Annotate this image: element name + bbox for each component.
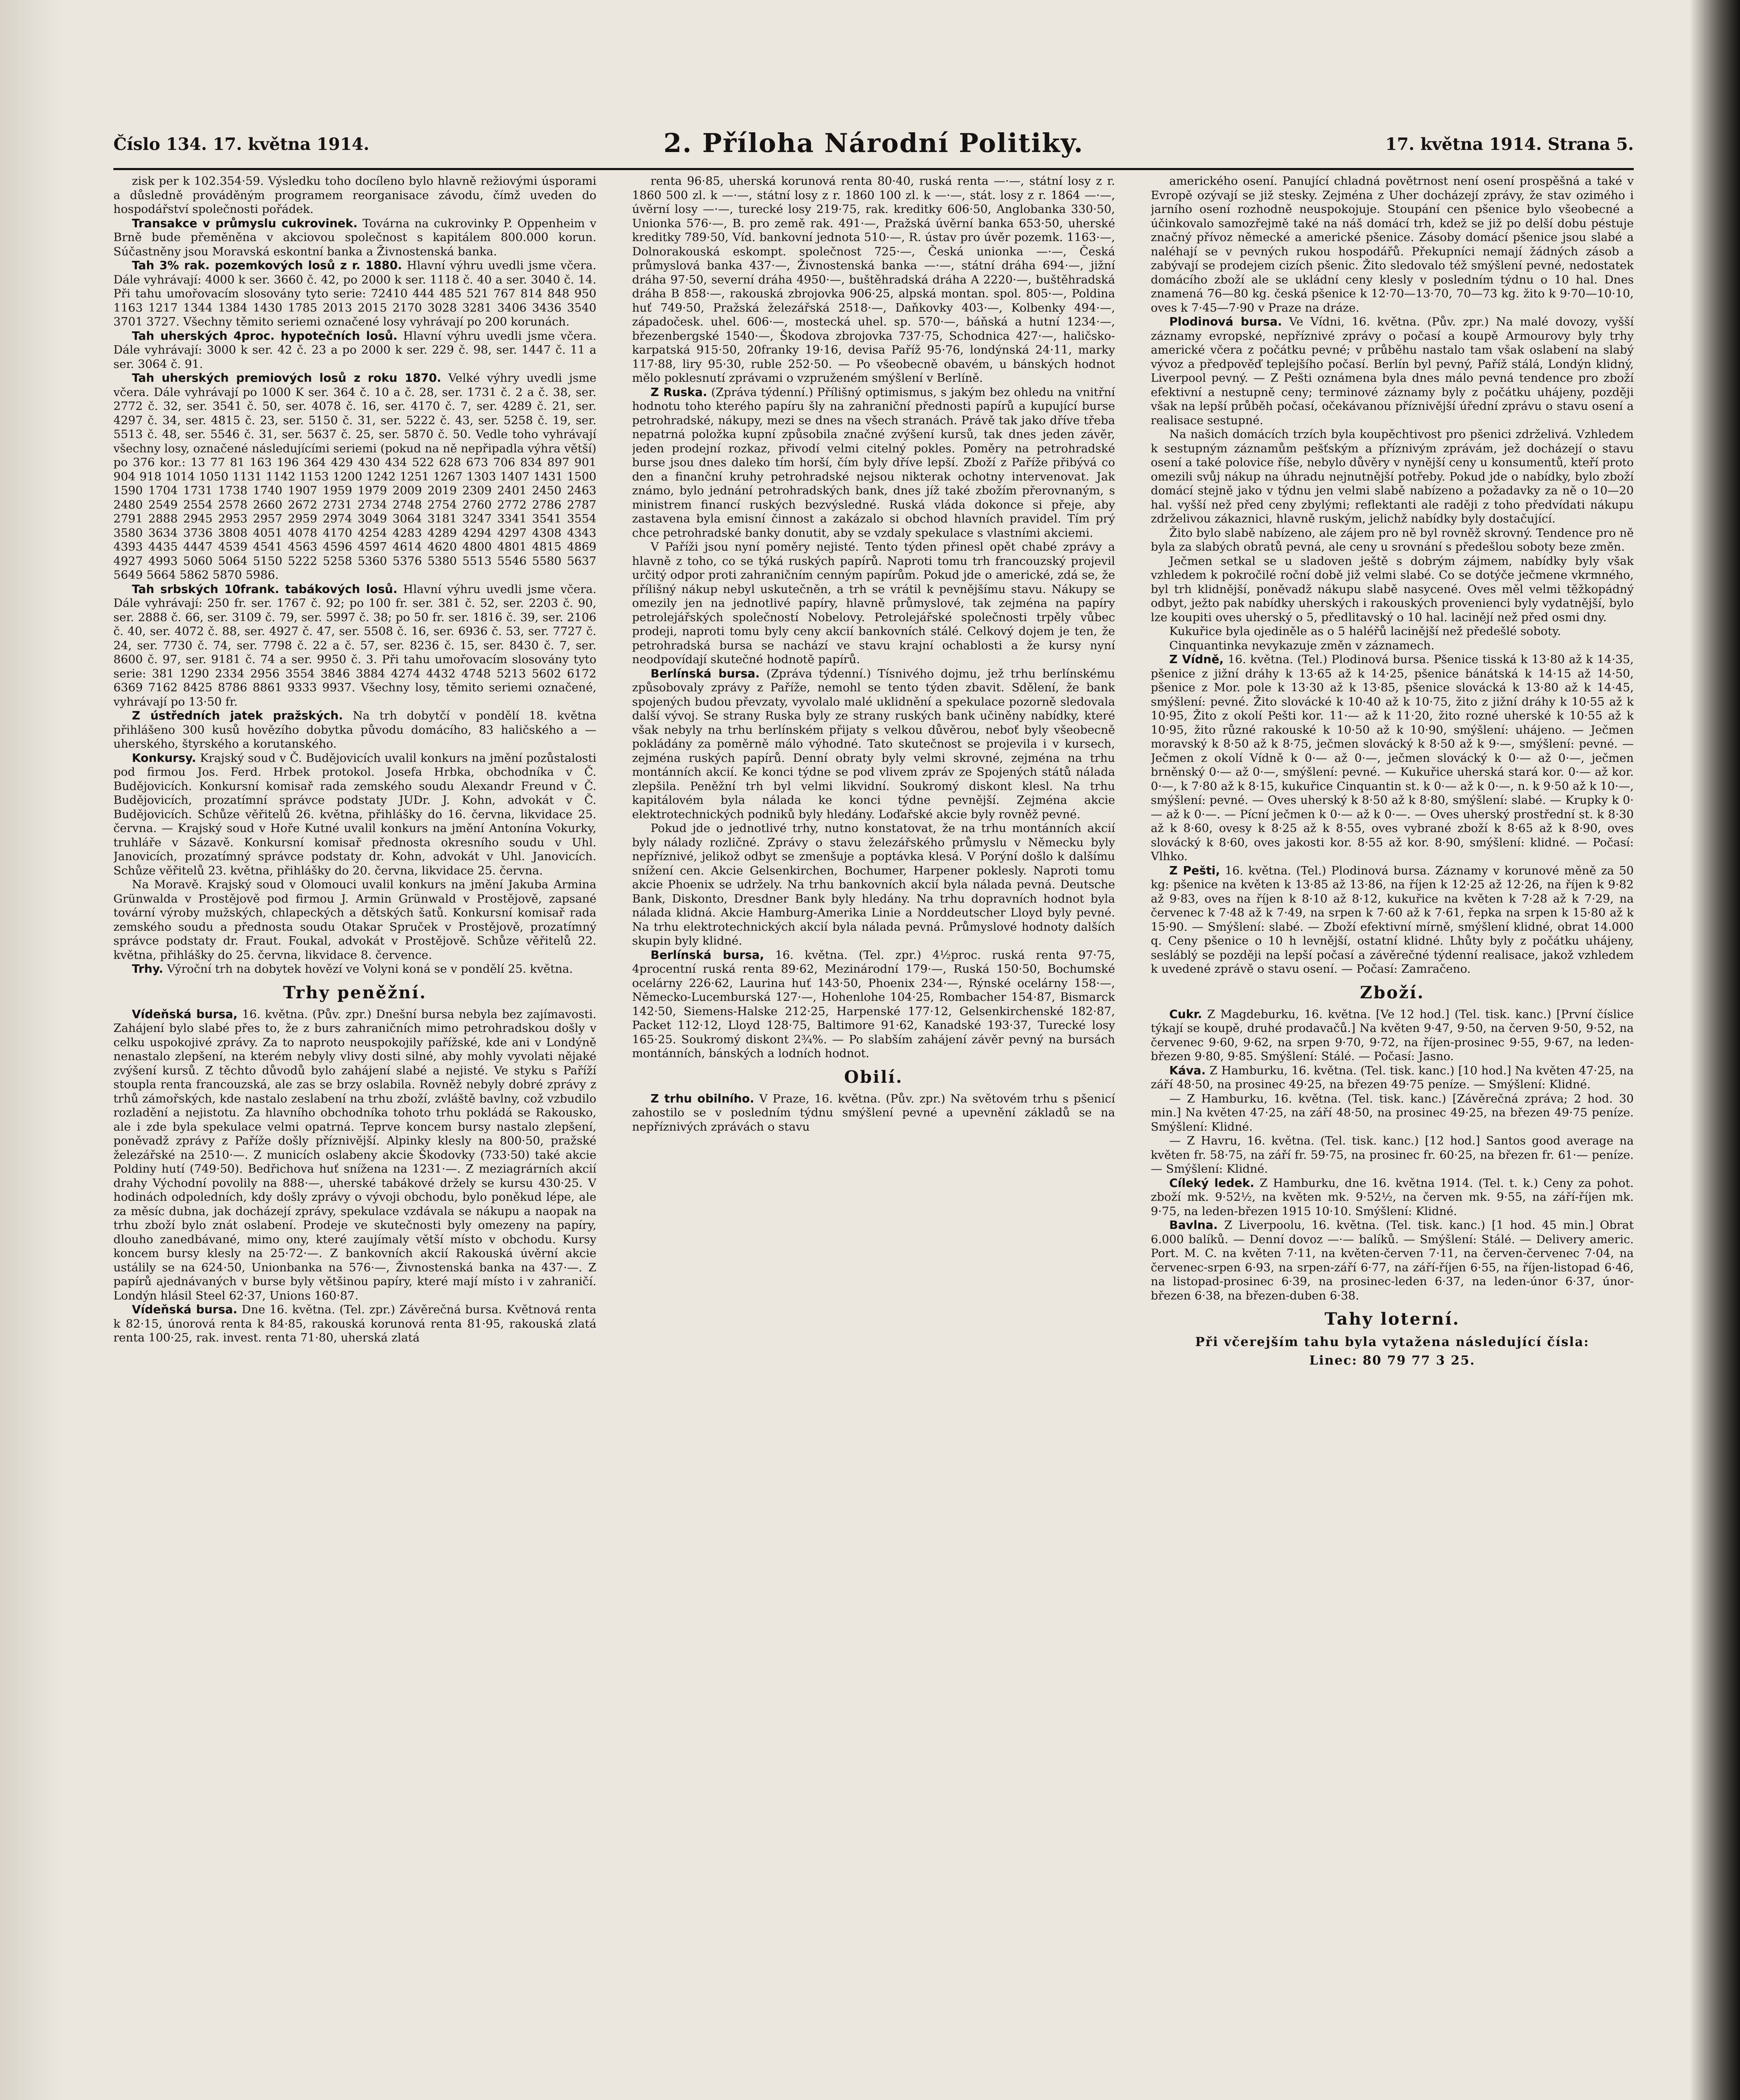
article-text: — Z Hamburku, 16. května. (Tel. tisk. kanc.) [Závěrečná zpráva; 2 hod. 30 min.] Na květen 47·25, na září 48·50, na prosinec 49·25, na březen 49·75 peníze. Smýšlení: Klidné. xyxy=(1151,1092,1634,1134)
article-text: Na trh dobytčí v pondělí 18. května přihlášeno 300 kusů hovězího dobytka původu domácího, 83 haličského a — uherského, štyrského a korutanského. xyxy=(113,709,596,751)
article-lead: Berlínská bursa. xyxy=(651,667,760,680)
article-text: — Z Havru, 16. května. (Tel. tisk. kanc.) [12 hod.] Santos good average na květen fr. 58·75, na září fr. 59·75, na prosinec fr. 60·25, na březen fr. 61·— peníze. — Smýšlení: Klidné. xyxy=(1151,1134,1634,1176)
article-paragraph xyxy=(1151,174,1634,315)
article-text: Hlavní výhru uvedli jsme včera. Dále vyhrávají: 4000 k ser. 3660 č. 42, po 2000 k ser. 1118 č. 40 a ser. 3040 č. 14. Při tahu umořovacím slosovány tyto serie: 72410 444 485 521 767 814 848 950 1163 1217 1344 1384 1430 1785 2013 2015 2170 3028 3281 3406 3436 3540 3701 3727. Všechny těmito seriemi označené losy vyhrávají po 200 korunách. xyxy=(113,259,596,328)
article-text: zisk per k 102.354·59. Výsledku toho docíleno bylo hlavně režiovými úsporami a důsledně prováděným programem reorganisace závodu, čímž uveden do hospodářství společnosti pořádek. xyxy=(113,174,596,216)
article-lead: Tah uherských 4proc. hypotečních losů. xyxy=(132,329,398,343)
article-lead: Plodinová bursa. xyxy=(1169,315,1282,328)
article-text: renta 96·85, uherská korunová renta 80·40, ruská renta —·—, státní losy z r. 1860 500 zl. k —·—, státní losy z r. 1860 100 zl. k —·—, stát. losy z r. 1864 —·—, úvěrní losy —·—, turecké losy 219·75, rak. kreditky 606·50, Anglobanka 330·50, Unionka 576·—, B. pro země rak. 491·—, Pražská úvěrní banka 653·50, uherské kreditky 789·50, Víd. bankovní jednota 510·—, R. ústav pro úvěr pozemk. 1163·—, Dolnorakouská eskompt. společnost 725·—, Česká unionka —·—, Česká průmyslová banka 437·—, Živnostenská banka —·—, státní dráha 694·—, jižní dráha 97·50, severní dráha 4950·—, buštěhradská dráha A 2220·—, buštěhradská dráha B 858·—, rakouská zbrojovka 906·25, alpská montan. spol. 805·—, Poldina huť 749·50, Pražská železářská 2518·—, Daňkovky 403·—, Kolbenky 494·—, západočesk. uhel. 606·—, mostecká uhel. sp. 570·—, báňská a hutní 1234·—, březenbergské 1540·—, Škodova zbrojovka 737·75, Schodnica 427·—, haličsko-karpatská 915·50, 20franky 19·16, devisa Paříž 95·76, londýnská 24·11, marky 117·88, liry 95·30, ruble 252·50. — Po všeobecně obavém, u bánských hodnot mělo poklesnutí zprávami o vzpruženém smýšlení v Berlíně. xyxy=(632,174,1115,385)
newspaper-page xyxy=(113,126,1634,2100)
article-paragraph xyxy=(632,540,1115,667)
article-text: V Praze, 16. května. (Pův. zpr.) Na světovém trhu s pšenicí zahostilo se v posledním týdnu smýšlení pevné a upevnění základů se na nepříznivých zprávách o stavu xyxy=(632,1092,1115,1134)
article-lead: Vídeňská bursa, xyxy=(132,1007,238,1021)
article-text: 16. května. (Tel.) Plodinová bursa. Pšenice tisská k 13·80 až k 14·35, pšenice z jižní dráhy k 13·65 až k 14·25, pšenice bánátská k 14·15 až 14·50, pšenice z Mor. pole k 13·30 až k 13·85, pšenice slovácká k 13·80 až k 14·45, smýšlení: pevné. Žito slovácké k 10·40 až k 10·75, žito z jižní dráhy k 10·55 až k 10·95, Žito z okolí Pešti kor. 11·— až k 11·20, žito rozné uherské k 10·55 až k 10·95, žito různé rakouské k 10·50 až k 10·90, smýšlení: uhájeno. — Ječmen moravský k 8·50 až k 8·75, ječmen slovácký k 8·50 až k 9·—, smýšlení: pevné. — Ječmen z okolí Vídně k 0·— až 0·—, ječmen slovácký k 0·— až 0·—, ječmen brněnský 0·— až 0·—, smýšlení: pevné. — Kukuřice uherská stará kor. 0·— až kor. 0·—, k 7·80 až k 8·15, kukuřice Cinquantin st. k 0·— až k 0·—, n. k 9·50 až k 10·—, smýšlení: pevné. — Oves uherský k 8·50 až k 8·80, smýšlení: slabé. — Krupky k 0·— až k 0·—. — Pícní ječmen k 0·— až k 0·—. — Oves uherský prostřední st. k 8·30 až k 8·60, ovesy k 8·25 až k 8·55, oves vybrané zboží k 8·65 až k 8·90, oves slovácký k 8·60, oves jakosti kor. 8·55 až kor. 8·90, smýšlení: klidné. — Počasí: Vlhko. xyxy=(1151,653,1634,863)
page-number: 17. května 1914. Strana 5. xyxy=(1385,134,1634,154)
article-text: Z Liverpoolu, 16. května. (Tel. tisk. kanc.) [1 hod. 45 min.] Obrat 6.000 balíků. — Denní dovoz —·— balíků. — Smýšlení: Stálé. — Delivery americ. Port. M. C. na květen 7·11, na květen-červen 7·11, na červen-červenec 7·04, na červenec-srpen 6·93, na srpen-září 6·77, na září-říjen 6·55, na říjen-listopad 6·46, na listopad-prosinec 6·39, na prosinec-leden 6·37, na leden-únor 6·37, únor-březen 6·38, na březen-duben 6·38. xyxy=(1151,1218,1634,1302)
article-paragraph xyxy=(1151,864,1634,976)
column-2 xyxy=(632,174,1115,2100)
article-lead: Z trhu obilního. xyxy=(651,1092,754,1105)
article-paragraph xyxy=(632,386,1115,541)
article-paragraph xyxy=(1151,639,1634,653)
article-text: 16. května. (Tel. zpr.) 4½proc. ruská renta 97·75, 4procentní ruská renta 89·62, Mezinárodní 179·—, Ruská 150·50, Bochumské ocelárny 226·62, Laurina huť 143·50, Phoenix 234·—, Rýnské ocelárny 158·—, Německo-Lucemburská 127·—, Hohenlohe 104·25, Rombacher 154·87, Bismarck 142·50, Siemens-Halske 212·25, Harpenské 177·12, Gelsenkirchenské 182·87, Packet 112·12, Lloyd 128·75, Baltimore 91·62, Kanadské 193·37, Turecké losy 165·25. Soukromý diskont 2¾%. — Po slabším zahájení závěr pevný na bursách montánních, bánských a lodních hodnot. xyxy=(632,948,1115,1060)
article-paragraph xyxy=(1151,653,1634,864)
article-paragraph xyxy=(113,217,596,259)
article-text: Na našich domácích trzích byla koupěchtivost pro pšenici zdrželivá. Vzhledem k sestupným záznamům pešťským a příznivým zprávám, jež docházejí o stavu osení a také polovice říše, nebylo důvěry v nynější ceny u konsumentů, kteří proto omezili svůj nákup na úhradu nejnutnější potřeby. Pokud jde o nabídky, bylo zboží domácí stejně jako v týdnu jen velmi slabě nabízeno a požadavky za ně o 10—20 hal. vyšší než před ceny zbylými; reflektanti ale raději z toho předvídati nákupu zdrželivou zákaznici, hlavně ruským, jelichž nabídky byly dostačující. xyxy=(1151,428,1634,525)
article-text: Z Hamburku, 16. května. (Tel. tisk. kanc.) [10 hod.] Na květen 47·25, na září 48·50, na prosinec 49·25, na březen 49·75 peníze. — Smýšlení: Klidné. xyxy=(1151,1063,1634,1091)
article-paragraph xyxy=(632,822,1115,948)
page-edge-right xyxy=(1690,0,1740,2100)
article-text: Cinquantinka nevykazuje změn v záznamech. xyxy=(1169,638,1435,652)
article-paragraph xyxy=(113,878,596,962)
page-edge-left xyxy=(0,0,63,2100)
article-paragraph xyxy=(1151,526,1634,554)
section-heading: Obilí. xyxy=(844,1067,903,1087)
article-lead: Tah srbských 10frank. tabákových losů. xyxy=(132,582,398,596)
article-lead: Z Vídně, xyxy=(1169,653,1224,666)
article-paragraph xyxy=(113,751,596,878)
header-rule xyxy=(113,168,1634,170)
centered-line: Linec: 80 79 77 3 25. xyxy=(1309,1353,1475,1368)
article-paragraph xyxy=(1151,1134,1634,1176)
article-lead: Cukr. xyxy=(1169,1007,1202,1021)
newspaper-title: 2. Příloha Národní Politiky. xyxy=(663,128,1084,158)
article-text: Kukuřice byla ojediněle as o 5 haléřů lacinější než předešlé soboty. xyxy=(1169,625,1561,638)
article-paragraph xyxy=(1151,625,1634,639)
article-text: Pokud jde o jednotlivé trhy, nutno konstatovat, že na trhu montánních akcií byly nálady rozličné. Zprávy o stavu železářského průmyslu v Německu byly nepříznivé, jelikož odbyt se zmenšuje a poptávka klesá. V Porýní došlo k dalšímu snížení cen. Akcie Gelsenkirchen, Bochumer, Harpener poklesly. Naproti tomu akcie Phoenix se udržely. Na trhu bankovních akcií byla nálada pevná. Deutsche Bank, Diskonto, Dresdner Bank byly hledány. Na trhu dopravních hodnot byla nálada klidná. Akcie Hamburg-Amerika Linie a Norddeutscher Lloyd byly pevné. Na trhu elektrotechnických akcií byla nálada pevná. Průmyslové hodnoty dalších skupin byly klidné. xyxy=(632,822,1115,948)
article-paragraph xyxy=(113,962,596,976)
article-text: (Zpráva týdenní.) Tísnivého dojmu, jež trhu berlínskému způsobovaly zprávy z Paříže, nemohl se tento týden zbavit. Sdělení, že bank spojených budou převzaty, vyvolalo malé uklidnění a spekulace pozorně sledovala další vývoj. Se strany Ruska byly ze strany ruských bank učiněny nabídky, které však nebyly na trhu berlínském přijaty s velkou důvěrou, neboť byly všeobecně pokládány za poměrně málo výhodné. Tato skutečnost se projevila i v kursech, zejména ruských papírů. Denní obraty byly velmi skrovné, zejména na trhu montánních akcií. Ke konci týdne se pod vlivem zpráv ze Spojených států nálada zlepšila. Peněžní trh byl velmi likvidní. Soukromý diskont klesl. Na trhu kapitálovém byla nálada ke konci týdne pevnější. Zejména akcie elektrotechnických podniků byly hledány. Loďařské akcie byly rovněž pevné. xyxy=(632,667,1115,821)
article-text: Žito bylo slabě nabízeno, ale zájem pro ně byl rovněž skrovný. Tendence pro ně byla za slabých obratů pevná, ale ceny u srovnání s předešlou soboty beze změn. xyxy=(1151,526,1634,554)
article-lead: Cíleký ledek. xyxy=(1169,1176,1254,1190)
article-lead: Bavlna. xyxy=(1169,1218,1218,1232)
article-text: Z Magdeburku, 16. května. [Ve 12 hod.] (Tel. tisk. kanc.) [První číslice týkají se koupě, druhé prodavačů.] Na květen 9·47, 9·50, na červen 9·50, 9·52, na červenec 9·60, 9·62, na srpen 9·70, 9·72, na říjen-prosinec 9·55, 9·67, na leden-březen 9·80, 9·85. Smýšlení: Stálé. — Počasí: Jasno. xyxy=(1151,1007,1634,1063)
centered-line: Při včerejším tahu byla vytažena následující čísla: xyxy=(1195,1335,1590,1349)
section-heading: Zboží. xyxy=(1360,982,1425,1003)
page-header xyxy=(113,126,1634,164)
article-paragraph xyxy=(632,948,1115,1061)
column-1 xyxy=(113,174,596,2100)
article-text: Továrna na cukrovinky P. Oppenheim v Brně bude přeměněna v akciovou společnost s kapitálem 800.000 korun. Súčastněny jsou Moravská eskontní banka a Živnostenská banka. xyxy=(113,216,596,258)
article-paragraph xyxy=(632,1092,1115,1134)
article-paragraph xyxy=(1151,554,1634,625)
article-text: Velké výhry uvedli jsme včera. Dále vyhrávají po 1000 K ser. 364 č. 10 a č. 28, ser. 1731 č. 2 a č. 38, ser. 2772 č. 32, ser. 3541 č. 50, ser. 4078 č. 16, ser. 4170 č. 7, ser. 4289 č. 21, ser. 4297 č. 34, ser. 4815 č. 23, ser. 5150 č. 31, ser. 5222 č. 43, ser. 5258 č. 19, ser. 5513 č. 48, ser. 5546 č. 31, ser. 5637 č. 25, ser. 5870 č. 50. Vedle toho vyhrávají všechny losy, označené následujícími seriemi (pokud na ně nepřipadla výhra větší) po 376 kor.: 13 77 81 163 196 364 429 430 434 522 628 673 706 834 897 901 904 918 1014 1050 1131 1142 1153 1200 1242 1251 1267 1303 1407 1431 1500 1590 1704 1731 1738 1740 1907 1959 1979 2009 2019 2309 2401 2450 2463 2480 2549 2554 2578 2660 2672 2731 2734 2748 2754 2760 2772 2786 2787 2791 2888 2945 2953 2957 2959 2974 3049 3064 3181 3247 3341 3541 3554 3580 3634 3736 3808 4051 4078 4170 4254 4283 4289 4294 4297 4308 4343 4393 4435 4447 4539 4541 4563 4596 4597 4614 4620 4800 4801 4815 4869 4927 4993 5060 5064 5150 5222 5258 5360 5376 5380 5513 5546 5580 5637 5649 5664 5862 5870 5986. xyxy=(113,371,596,582)
article-paragraph xyxy=(113,371,596,583)
article-paragraph xyxy=(113,329,596,372)
article-text: Hlavní výhru uvedli jsme včera. Dále vyhrávají: 250 fr. ser. 1767 č. 92; po 100 fr. ser. 381 č. 52, ser. 2203 č. 90, ser. 2888 č. 66, ser. 3109 č. 79, ser. 5997 č. 38; po 50 fr. ser. 1816 č. 39, ser. 2106 č. 40, ser. 4072 č. 88, ser. 4927 č. 47, ser. 5508 č. 16, ser. 6936 č. 53, ser. 7727 č. 24, ser. 7730 č. 74, ser. 7798 č. 22 a č. 57, ser. 8236 č. 15, ser. 8430 č. 7, ser. 8600 č. 97, ser. 9181 č. 74 a ser. 9950 č. 3. Při tahu umořovacím slosovány tyto serie: 381 1290 2334 2956 3554 3846 3884 4274 4432 4748 5213 5602 6172 6369 7162 8425 8786 8861 9333 9937. Všechny losy, těmito seriemi označené, vyhrávají po 13·50 fr. xyxy=(113,582,596,709)
section-heading: Trhy peněžní. xyxy=(283,982,427,1003)
article-text: Hlavní výhru uvedli jsme včera. Dále vyhrávají: 3000 k ser. 42 č. 23 a po 2000 k ser. 229 č. 98, ser. 1447 č. 11 a ser. 3064 č. 91. xyxy=(113,329,596,371)
article-text: Dne 16. května. (Tel. zpr.) Závěrečná bursa. Květnová renta k 82·15, únorová renta k 84·85, rakouská korunová renta 81·95, rakouská zlatá renta 100·25, rak. invest. renta 71·80, uherská zlatá xyxy=(113,1303,596,1344)
article-paragraph xyxy=(1151,1218,1634,1303)
article-lead: Z Pešti, xyxy=(1169,864,1220,877)
article-lead: Káva. xyxy=(1169,1063,1206,1077)
article-paragraph xyxy=(1151,428,1634,526)
article-lead: Z Ruska. xyxy=(651,385,707,399)
article-paragraph xyxy=(113,174,596,217)
article-text: Ječmen setkal se u sladoven ještě s dobrým zájmem, nabídky byly však vzhledem k pokročilé roční době již velmi slabé. Co se dotýče ječmene vkrmného, byl trh klidnější, poněvadž nákupu slabě nasycené. Oves měl velmi těžkopádný odbyt, ježto pak nabídky uherských i rakouských provenienci byly vydatnější, bylo lze koupiti oves uherský o 5, předlitavský o 10 hal. lacinějí než před osmi dny. xyxy=(1151,554,1634,624)
column-3 xyxy=(1151,174,1634,2100)
article-text: Z Hamburku, dne 16. května 1914. (Tel. t. k.) Ceny za pohot. zboží mk. 9·52½, na květen mk. 9·52½, na červen mk. 9·55, na září-říjen mk. 9·75, na leden-březen 1915 10·10. Smýšlení: Klidné. xyxy=(1151,1176,1634,1218)
article-paragraph xyxy=(1151,1008,1634,1064)
article-paragraph xyxy=(113,259,596,329)
article-lead: Vídeňská bursa. xyxy=(132,1303,238,1316)
article-text: amerického osení. Panující chladná povětrnost není osení prospěšná a také v Evropě ozývají se již stesky. Zejména z Uher docházejí zprávy, že stav ozimého i jarního osení rozhodně neuspokojuje. Stoupání cen pšenice bylo všeobecné a účinkovalo samozřejmě také na náš domácí trh, kdež se již po delší dobu péstuje značný přívoz německé a americké pšenice. Zásoby domácí pšenice jsou slabé a naléhají se v pevných rukou hospodářů. Překupníci nemají žádných zásob a zabývají se prodejem cizích pšenic. Žito sledovalo též smýšlení pevné, nedostatek domácího zboží ale se ukládní ceny klesly v posledním týdnu o 10 hal. Dnes znamená 76—80 kg. česká pšenice k 12·70—13·70, 70—73 kg. žito k 9·70—10·10, oves k 7·45—7·90 v Praze na dráze. xyxy=(1151,174,1634,315)
article-text: Krajský soud v Č. Budějovicích uvalil konkurs na jmění pozůstalosti pod firmou Jos. Ferd. Hrbek protokol. Josefa Hrbka, obchodníka v Č. Budějovicích. Konkursní komisař rada zemského soudu Alexandr Freund v Č. Budějovicích, prozatímní správce podstaty JUDr. J. Kohn, advokát v Č. Budějovicích. Schůze věřitelů 26. května, přihlášky do 16. června, likvidace 25. června. — Krajský soud v Hoře Kutné uvalil konkurs na jmění Antonína Vokurky, truhláře v Sázavě. Konkursní komisař přednosta okresního soudu v Uhl. Janovicích, prozatímný správce podstaty dr. Kohn, advokát v Uhl. Janovicích. Schůze věřitelů 23. května, přihlášky do 20. června, likvidace 25. června. xyxy=(113,751,596,877)
article-paragraph xyxy=(113,583,596,709)
article-paragraph xyxy=(113,1303,596,1345)
article-lead: Konkursy. xyxy=(132,751,196,765)
article-text: V Paříži jsou nyní poměry nejisté. Tento týden přinesl opět chabé zprávy a hlavně z toho, co se týká ruských papírů. Naproti tomu trh francouzský projevil určitý odpor proti zahraničním cenným papírům. Pokud jde o americké, zdá se, že přílišný nákup nebyl uskutečněn, a trh se vrátil k pevnějšímu stavu. Nákupy se omezily jen na jednotlivé papíry, hlavně průmyslové, tak zejména na papíry petrolejářských společností Nobelovy. Petrolejářské společnosti trpěly vůbec prodeji, naproti tomu byly ceny akcií bankovních stálé. Celkový dojem je ten, že petrohradská bursa se nachází ve stavu krajní ochablosti a že kursy nyní neodpovídají skutečné hodnotě papírů. xyxy=(632,540,1115,666)
article-lead: Trhy. xyxy=(132,962,163,976)
article-text: (Zpráva týdenní.) Přílišný optimismus, s jakým bez ohledu na vnitřní hodnotu toho kterého papíru šly na zahraniční přednosti papírů a kupující burse petrohradské, nákupy, mezi se dnes na všech stranách. Právě tak jako dříve třeba nepatrná položka kupní způsobila značné zvýšení kursů, tak dnes jeden závěr, jeden prodejní rozkaz, přivodí velmi citelný pokles. Poměry na petrohradské burse jsou dnes daleko tím horší, čím byly dříve lepší. Zboží z Paříže přibývá co den a finanční kruhy petrohradské nejsou nikterak ochotny intervenovat. Jak známo, bylo jednání petrohradských bank, dnes jíž také zbožím přerovnaným, s ministrem financí ruských bezvýsledné. Ruská vláda dokonce si přeje, aby zastavena byla emisní činnost a zakázalo si obchod hlavních pravidel. Tím prý chce petrohradské banky donutit, aby se vzdaly spekulace s vlastními akciemi. xyxy=(632,385,1115,540)
article-paragraph xyxy=(1151,1176,1634,1219)
article-paragraph xyxy=(113,709,596,751)
article-paragraph xyxy=(1151,1064,1634,1092)
article-paragraph xyxy=(1151,1092,1634,1134)
article-paragraph xyxy=(1151,315,1634,428)
article-text: Výroční trh na dobytek hovězí ve Volyni koná se v pondělí 25. května. xyxy=(167,962,573,976)
article-lead: Berlínská bursa, xyxy=(651,948,764,962)
article-paragraph xyxy=(632,174,1115,386)
article-paragraph xyxy=(113,1008,596,1303)
article-paragraph xyxy=(632,667,1115,822)
article-text: Na Moravě. Krajský soud v Olomouci uvalil konkurs na jmění Jakuba Armina Grünwalda v Prostějově pod firmou J. Armin Grünwald v Prostějově, zapsané tovární výroby mužských, chlapeckých a dětských šatů. Konkursní komisař rada zemského soudu a přednosta soudu Otakar Spruček v Prostějově, prozatímný správce podstaty dr. Fraut. Foukal, advokát v Prostějově. Schůze věřitelů 22. května, přihlášky do 25. června, likvidace 8. července. xyxy=(113,878,596,962)
article-lead: Tah 3% rak. pozemkových losů z r. 1880. xyxy=(132,259,402,272)
section-heading: Tahy loterní. xyxy=(1324,1309,1460,1329)
article-lead: Transakce v průmyslu cukrovinek. xyxy=(132,216,358,230)
article-text: 16. května. (Tel.) Plodinová bursa. Záznamy v korunové měně za 50 kg: pšenice na květen k 13·85 až 13·86, na říjen k 12·25 až 12·26, na říjen k 9·82 až 9·83, oves na říjen k 8·10 až 8·12, kukuřice na květen k 7·28 až k 7·29, na červenec k 7·48 až k 7·49, na srpen k 7·60 až k 7·61, řepka na srpen k 15·80 až k 15·90. — Smýšlení: slabé. — Zboží efektivní mírně, smýšlení klidné, obrat 14.000 q. Ceny pšenice o 10 h levnější, ostatní klidné. Lhůty byly z počátku uhájeny, sesláblý se později na lepší počasí a závěrečné týdenní realisace, jakož vzhledem k uvedené zprávě o stavu osení. — Počasí: Zamračeno. xyxy=(1151,864,1634,976)
article-text: Ve Vídni, 16. května. (Pův. zpr.) Na malé dovozy, vyšší záznamy evropské, nepříznivé zprávy o počasí a koupě Armourovy byly trhy americké včera z počátku pevné; v průběhu nastalo tam však oslabení na slabý vývoz a předpověď teplejšího počasí. Berlín byl pevný, Paříž stálá, Londýn klidný, Liverpool pevný. — Z Pešti oznámena byla dnes málo pevná tendence pro zboží efektivní a nestupně ceny; terminové záznamy byly z počátku uhájeny, později však na lepší průběh počasí, očekávanou příznivější úřední zprávu o stavu osení a realisace sestupné. xyxy=(1151,315,1634,427)
article-text: 16. května. (Pův. zpr.) Dnešní bursa nebyla bez zajímavosti. Zahájení bylo slabé přes to, že z burs zahraničních mimo petrohradskou došly v celku uspokojivé zprávy. Za to naproto neuspokojily pařížské, kde ani v Londýně nenastalo zlepšení, na kterém nebyly vlivy dosti silné, aby mohly vyvolati nějaké zvýšení kursů. Z těchto důvodů bylo zahájení slabé a nejisté. Ve styku s Paříží stoupla renta francouzská, ale zas se brzy oslabila. Rovněž nebyly dobré zprávy z trhů zámořských, kde nastalo zeslabení na trhu zboží, zvláště bavlny, což vzbudilo rozladění a nejistotu. Za hlavního obchodníka tohoto trhu pokládá se Rakousko, ale i zde byla spekulace velmi opatrná. Teprve koncem bursy nastalo zlepšení, poněvadž zprávy z Paříže došly příznivější. Alpinky klesly na 800·50, pražské železářské na 2510·—. Z municích oslabeny akcie Škodovky (733·50) také akcie Poldiny hutí (749·50). Bedřichova huť snížena na 1231·—. Z meziagrárních akcií drahy Východní povolily na 888·—, uherské tabákové držely se kursu 430·25. V hodinách odpoledních, kdy došly zprávy o vývoji obchodu, bylo poněkud lépe, ale za měsíc dubna, jak docházejí zprávy, spekulace vzdávala se nákupu a naopak na trhu zboží bylo znát oslabení. Prodeje ve skutečnosti byly omezeny na papíry, dlouho zanedbávané, mimo ony, které zaujímaly větší místo v obchodu. Kursy koncem bursy klesly na 25·72·—. Z bankovních akcií Rakouská úvěrní akcie ustálily se na 624·50, Unionbanka na 576·—, Živnostenská banka na 437·—. Z papírů ajednávaných v burse byly většinou papíry, které mají místo i v zahraničí. Londýn hlásil Steel 62·37, Unions 160·87. xyxy=(113,1007,596,1302)
article-lead: Z ústředních jatek pražských. xyxy=(132,709,343,722)
issue-number: Číslo 134. 17. května 1914. xyxy=(113,134,370,154)
article-lead: Tah uherských premiových losů z roku 1870. xyxy=(132,371,441,385)
